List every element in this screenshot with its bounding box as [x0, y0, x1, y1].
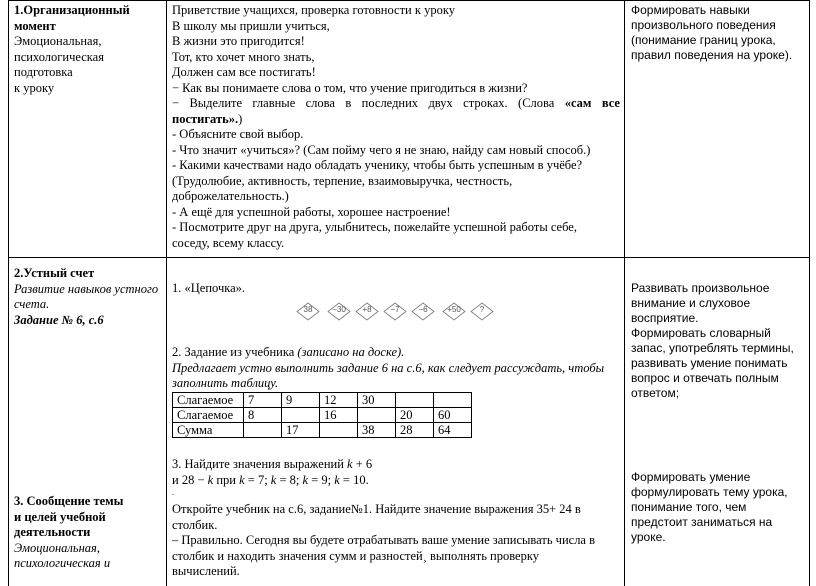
stage-3-title: 3. Сообщение темы: [14, 494, 124, 508]
text-run: = 7;: [244, 472, 271, 487]
text-line: правил поведения на уроке).: [631, 48, 793, 62]
chain-diamond: [442, 302, 466, 321]
text-line: [172, 473, 620, 489]
text-line: столбик.: [172, 517, 218, 532]
stage-3-goals: [631, 470, 803, 545]
addition-table: [172, 392, 472, 438]
text-run: при: [213, 472, 240, 487]
chain-value: +50: [447, 305, 461, 314]
chain-diamond: [470, 302, 494, 321]
text-line: (Трудолюбие, активность, терпение, взаимовыручка, честность,: [172, 173, 513, 188]
stage-3-content: [172, 502, 620, 580]
text-run: и 28 −: [172, 472, 208, 487]
chain-diamond: [383, 302, 407, 321]
table-row: [173, 423, 472, 438]
text-line: подготовка: [14, 65, 73, 79]
table-cell: [434, 393, 472, 408]
text-line: соседу, всему классу.: [172, 235, 285, 250]
table-cell: [358, 408, 396, 423]
text-line: развивать умение понимать: [631, 356, 788, 370]
table-cell: [396, 393, 434, 408]
text-line: [172, 345, 620, 361]
text-line: предстоит заниматься на: [631, 515, 773, 529]
grid-line: [166, 0, 167, 586]
chain-label: [172, 281, 620, 297]
variable-k: k: [302, 472, 309, 487]
text-line: Предлагает устно выполнить задание 6 на с.6, как следует рассуждать, чтобы: [172, 360, 605, 375]
text-line: – Правильно. Сегодня вы будете отрабатывать ваше умение записывать числа в: [172, 533, 596, 547]
task-reference: Задание № 6, с.6: [14, 312, 104, 327]
text-line: ответом;: [631, 386, 680, 400]
text-line: внимание и слуховое: [631, 296, 751, 310]
grid-line: [8, 0, 810, 1]
text-line: Развивать произвольное: [631, 281, 770, 295]
stray-dot: [172, 488, 620, 497]
text-run: = 9;: [308, 472, 335, 487]
variable-k: k: [207, 472, 214, 487]
chain-value: −7: [390, 305, 400, 314]
text-line: - Какими качествами надо обладать ученику, чтобы быть успешным в учёбе?: [172, 158, 583, 172]
chain-value: ?: [479, 305, 485, 314]
stage-1-content: [172, 3, 620, 251]
text-line: уроке.: [631, 530, 666, 544]
table-cell: 16: [320, 408, 358, 423]
chain-diamond: [411, 302, 435, 321]
text-line: психологическая и: [14, 556, 111, 570]
text-line: Формировать словарный: [631, 326, 771, 340]
text-line: − Как вы понимаете слова о том, что учение пригодиться в жизни?: [172, 80, 528, 95]
text-line: вычислений.: [172, 564, 240, 578]
table-cell: Слагаемое: [173, 393, 244, 408]
chain-value: 38: [303, 305, 313, 314]
variable-k: k: [239, 472, 245, 487]
table-cell: 30: [358, 393, 396, 408]
text-line: В жизни это пригодится!: [172, 34, 305, 48]
text-line: - Посмотрите друг на друга, улыбнитесь, пожелайте успешной работы себе,: [172, 220, 577, 234]
text-line: запас, употреблять термины,: [631, 341, 794, 355]
table-cell: 64: [434, 423, 472, 438]
text-line: - А ещё для успешной работы, хорошее настроение!: [172, 204, 451, 219]
text-line: Приветствие учащихся, проверка готовности к уроку: [172, 3, 455, 17]
stage-2-title: 2.Устный счет: [14, 266, 95, 280]
text-run: (записано на доске).: [297, 345, 405, 359]
table-cell: 60: [434, 408, 472, 423]
text-run: = 8;: [276, 472, 303, 487]
table-cell: 17: [282, 423, 320, 438]
variable-k: k: [270, 472, 277, 487]
text-run: постигать».: [172, 111, 239, 126]
text-line: вопрос и отвечать полным: [631, 371, 779, 385]
table-row: [173, 393, 472, 408]
text-run: + 6: [352, 457, 373, 471]
chain-value: +8: [362, 305, 372, 314]
table-cell: 8: [244, 408, 282, 423]
chain-diamond: [327, 302, 351, 321]
chain-diamond: [355, 302, 379, 321]
table-cell: 20: [396, 408, 434, 423]
text-line: Эмоциональная,: [14, 34, 102, 48]
text-line: 1. «Цепочка».: [172, 281, 246, 295]
text-run: «сам все: [564, 96, 620, 110]
text-line: формулировать тему урока,: [631, 485, 788, 499]
stage-3-title: деятельности: [14, 525, 91, 539]
table-cell: 28: [396, 423, 434, 438]
stage-2-goals: [631, 281, 803, 401]
text-line: момент: [14, 18, 56, 33]
chain-diamond: [296, 302, 320, 321]
chain-value: −30: [332, 305, 346, 314]
text-line: понимание того, чем: [631, 500, 747, 514]
table-cell: Слагаемое: [173, 408, 244, 423]
stage-3-title: и целей учебной: [14, 509, 106, 524]
text-run: 3. Найдите значения выражений: [172, 457, 348, 471]
table-cell: [320, 423, 358, 438]
text-line: доброжелательность.): [172, 189, 289, 203]
chain-value: −6: [418, 305, 428, 314]
text-line: заполнить таблицу.: [172, 376, 279, 390]
text-line: Должен сам все постигать!: [172, 65, 316, 79]
text-run: − Выделите главные слова в последних двух строках. (Слова: [172, 96, 565, 110]
text-line: [172, 457, 620, 473]
table-cell: 9: [282, 393, 320, 408]
variable-k: k: [347, 457, 353, 471]
text-line: Формировать умение: [631, 470, 751, 484]
text-line: восприятие.: [631, 311, 699, 325]
table-cell: [282, 408, 320, 423]
text-line: психологическая: [14, 49, 104, 64]
text-run: 2. Задание из учебника: [172, 345, 298, 359]
stage-1-description: [14, 34, 164, 96]
text-line: столбик и находить значения сумм и разностей¸ выполнять проверку: [172, 548, 539, 563]
table-cell: [244, 423, 282, 438]
stage-1-goals: [631, 3, 803, 63]
text-line: Тот, кто хочет много знать,: [172, 49, 315, 64]
text-line: Откройте учебник на с.6, задание№1. Найдите значение выражения 35+ 24 в: [172, 502, 581, 516]
text-line: - Что значит «учиться»? (Сам пойму чего я не знаю, найду сам новый способ.): [172, 142, 591, 157]
stage-1-title: [14, 3, 164, 34]
text-line: Формировать навыки: [631, 3, 750, 17]
text-line: Развитие навыков устного: [14, 281, 159, 296]
text-line: .: [172, 488, 174, 497]
table-cell: 38: [358, 423, 396, 438]
text-line: В школу мы пришли учиться,: [172, 18, 330, 33]
text-line: - Объясните свой выбор.: [172, 127, 304, 141]
text-line: счета.: [14, 297, 50, 311]
stage-2-info: [14, 266, 164, 328]
text-line: Эмоциональная,: [14, 540, 100, 555]
table-row: [173, 408, 472, 423]
text-run: = 10.: [339, 472, 369, 487]
stage-3-info: [14, 494, 164, 572]
text-line: 1.Организационный: [14, 3, 130, 17]
grid-line: [8, 257, 810, 258]
table-cell: Сумма: [173, 423, 244, 438]
table-cell: 7: [244, 393, 282, 408]
grid-line: [8, 0, 9, 586]
grid-line: [809, 0, 810, 586]
table-cell: 12: [320, 393, 358, 408]
task-3: [172, 457, 620, 488]
text-line: (понимание границ урока,: [631, 33, 776, 47]
text-line: произвольного поведения: [631, 18, 776, 32]
grid-line: [624, 0, 625, 586]
text-line: [172, 96, 620, 112]
variable-k: k: [334, 472, 340, 487]
task-2: [172, 345, 620, 392]
text-line: [172, 112, 620, 128]
text-line: к уроку: [14, 80, 55, 95]
text-run: ): [238, 111, 243, 126]
